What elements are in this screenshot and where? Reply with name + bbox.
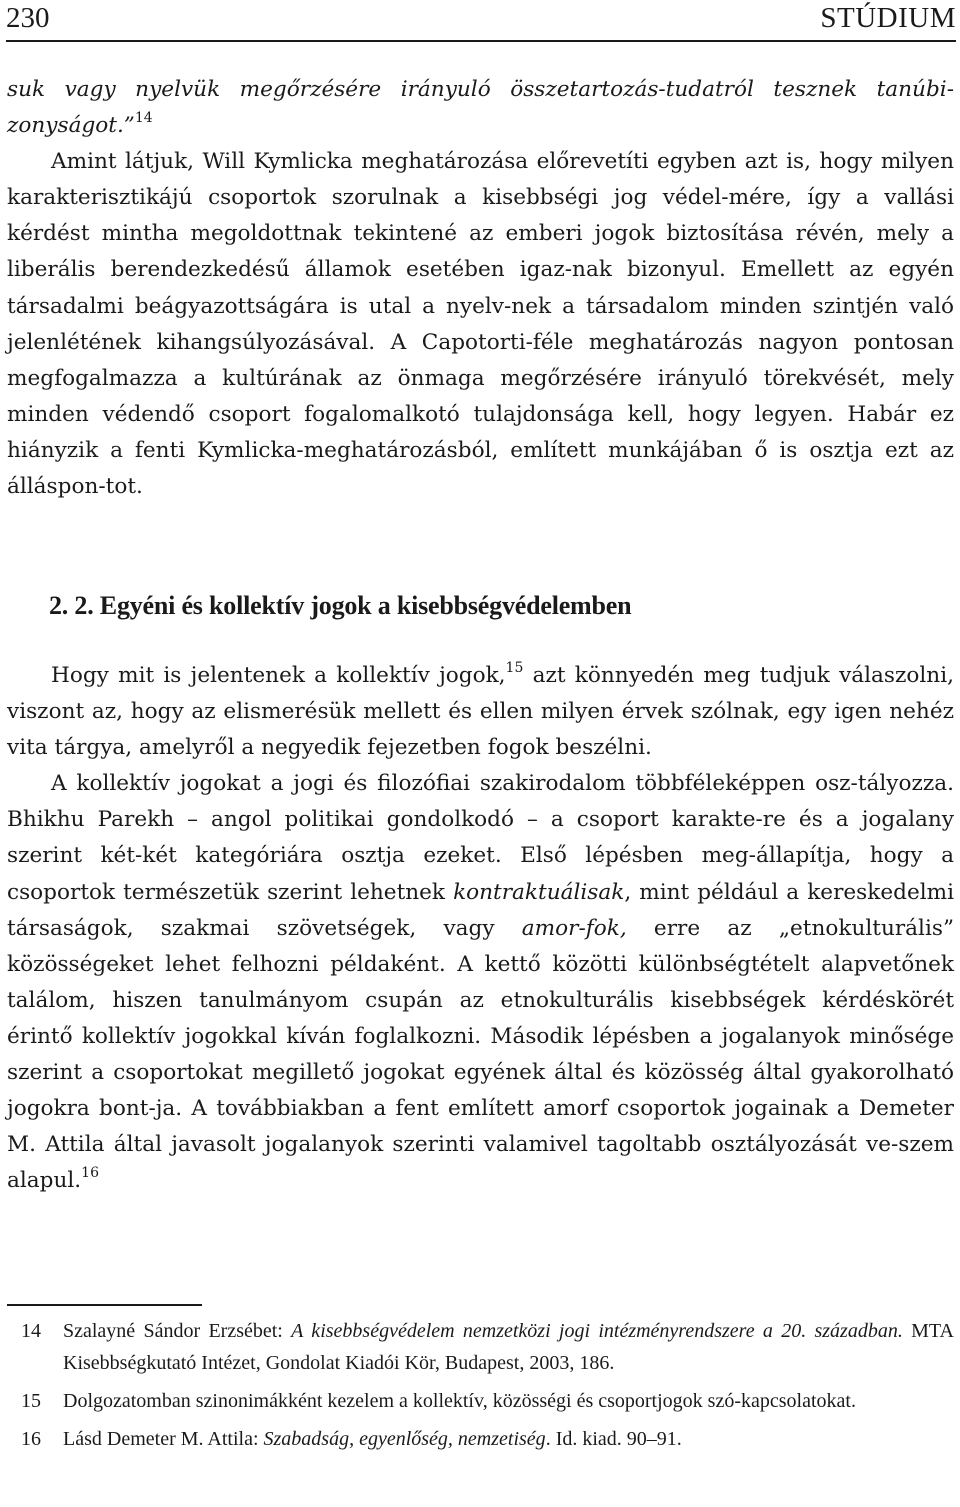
footnote-15 — [7, 1385, 954, 1417]
italic-text: suk vagy nyelvük megőrzésére irányuló összetartozás-tudatról tesznek tanúbi-zonyságot.” — [7, 77, 954, 139]
text-run: Szalayné Sándor Erzsébet: — [63, 1320, 292, 1342]
text-run: Hogy mit is jelentenek a kollektív jogok, — [51, 663, 506, 688]
footnote-number: 14 — [21, 1320, 41, 1342]
text-run: , mint például a kereskedelmi társaságok, szakmai szövetségek, vagy — [7, 879, 955, 941]
footnotes — [7, 1315, 954, 1455]
footnote-marker: 16 — [81, 1165, 99, 1182]
text-run: Dolgozatomban szinonimákként kezelem a kollektív, közösségi és csoportjogok szó-kapcsolatokat. — [63, 1390, 856, 1412]
section-heading: 2. 2. Egyéni és kollektív jogok a kisebbségvédelemben — [49, 591, 632, 620]
text-run: erre az „etnokulturális” közösségeket lehet felhozni példaként. A kettő közötti különbségtételt alapvetőnek találom, hiszen tanulmányom csupán az etnokulturális kisebbségek kérdéskörét érintő kollektív jogokkal kíván foglalkozni. Második lépésben a jogalanyok minősége szerint a csoportokat megillető jogokat egyének által és közösség által gyakorolható jogokra bont-ja. A továbbiakban a fent említett amorf csoportok jogainak a Demeter M. Attila által javasolt jogalanyok szerinti valamivel tagoltabb osztályozását ve-szem alapul. — [7, 915, 954, 1194]
text-run: azt könnyedén meg tudjuk válaszolni, viszont az, hogy az elismerésük mellett és ellen milyen érvek szólnak, egy igen nehéz vita tárgya, amelyről a negyedik fejezetben fogok beszélni. — [7, 663, 954, 761]
page-header — [6, 0, 956, 42]
footnote-number: 15 — [21, 1390, 41, 1412]
text-run: . Id. kiad. 90–91. — [545, 1428, 682, 1450]
italic-text: A kisebbségvédelem nemzetközi jogi intézményrendszere a 20. században. — [291, 1320, 903, 1342]
footnote-marker: 14 — [134, 110, 153, 127]
paragraph — [7, 72, 954, 144]
footnote-marker: 15 — [505, 660, 524, 676]
text-run: Lásd Demeter M. Attila: — [63, 1428, 264, 1450]
text-run: Amint látjuk, Will Kymlicka meghatározása előrevetíti egyben azt is, hogy milyen karakterisztikájú csoportok szorulnak a kisebbségi jog védel-mére, így a vallási kérdést mintha megoldottnak tekintené az emberi jogok biztosítása révén, mely a liberális berendezkedésű államok esetében igaz-nak bizonyul. Emellett az egyén társadalmi beágyazottságára is utal a nyelv-nek a társadalom minden szintjén való jelenlétének kihangsúlyozásával. A Capotorti-féle meghatározás nagyon pontosan megfogalmazza a kultúrának az önmaga megőrzésére irányuló törekvését, mely minden védendő csoport fogalomalkotó tulajdonsága kell, hogy legyen. Habár ez hiányzik a fenti Kymlicka-meghatározásból, említett munkájában ő is osztja ezt az álláspon-tot. — [7, 149, 954, 500]
text-run: MTA Kisebbségkutató Intézet, Gondolat Kiadói Kör, Budapest, 2003, 186. — [63, 1320, 954, 1374]
footnote-separator — [7, 1304, 202, 1306]
text-run: A kollektív jogokat a jogi és filozófiai szakirodalom többféleképpen osz-tályozza. Bhikhu Parekh – angol politikai gondolkodó – a csoport karakte-re és a jogalany szerint két-két kategóriára osztja ezeket. Első lépésben meg-állapítja, hogy a csoportok természetük szerint lehetnek — [7, 771, 954, 905]
paragraph — [7, 658, 954, 766]
footnote-number: 16 — [21, 1428, 41, 1450]
body-text-bottom — [7, 658, 954, 1199]
footnote-16 — [7, 1423, 954, 1455]
paragraph — [7, 766, 954, 1199]
italic-text: amor-fok, — [521, 915, 627, 941]
footnote-14 — [7, 1315, 954, 1379]
italic-text: Szabadság, egyenlőség, nemzetiség — [263, 1428, 546, 1450]
paragraph — [7, 144, 954, 505]
body-text-top — [7, 72, 954, 505]
page-number: 230 — [6, 2, 50, 34]
italic-text: kontraktuálisak — [453, 879, 625, 905]
running-title: STÚDIUM — [820, 2, 956, 34]
